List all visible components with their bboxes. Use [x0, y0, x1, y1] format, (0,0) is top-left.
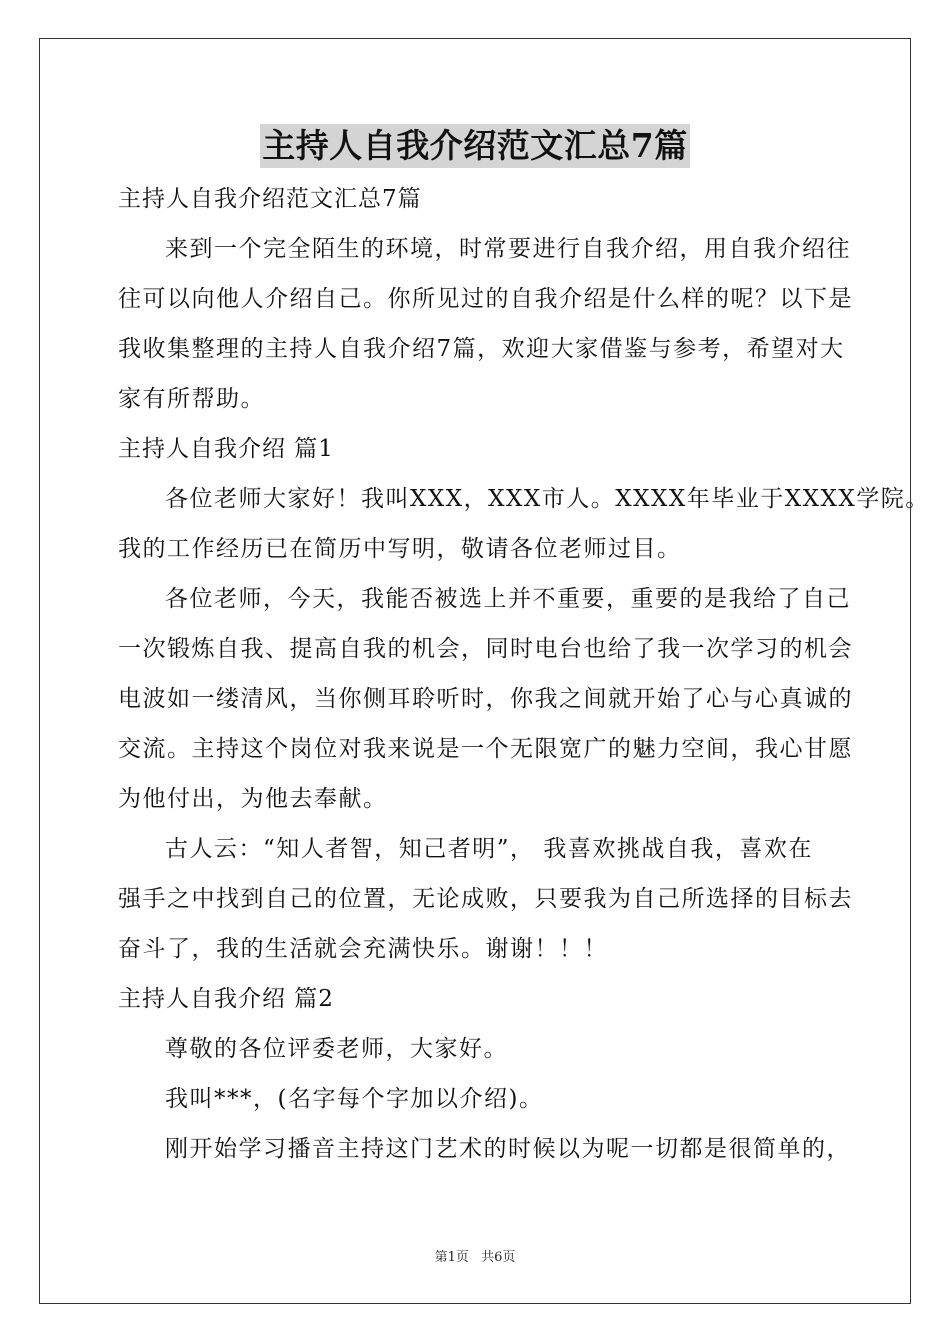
- section1-p2-line: 交流。主持这个岗位对我来说是一个无限宽广的魅力空间，我心甘愿: [118, 736, 853, 762]
- page-number: 第1页: [434, 1250, 469, 1265]
- section1-p3-line: 强手之中找到自己的位置，无论成败，只要我为自己所选择的目标去: [118, 886, 853, 912]
- page-border: [39, 38, 930, 1304]
- section1-p1-line: 我的工作经历已在简历中写明，敬请各位老师过目。: [118, 536, 682, 562]
- section1-p2-line: 各位老师，今天，我能否被选上并不重要，重要的是我给了自己: [165, 586, 851, 612]
- section1-p1-line: 各位老师大家好！我叫XXX，XXX市人。XXXX年毕业于XXXX学院。: [165, 486, 930, 512]
- page-footer: [0, 1250, 950, 1266]
- intro-line: 家有所帮助。: [118, 386, 265, 412]
- document-subtitle: 主持人自我介绍范文汇总7篇: [118, 186, 422, 212]
- section2-p1: 尊敬的各位评委老师，大家好。: [165, 1036, 508, 1062]
- section2-p3: 刚开始学习播音主持这门艺术的时候以为呢一切都是很简单的，: [165, 1136, 851, 1162]
- section1-heading: 主持人自我介绍 篇1: [118, 436, 334, 462]
- section1-p2-line: 电波如一缕清风，当你侧耳聆听时，你我之间就开始了心与心真诚的: [118, 686, 853, 712]
- section1-p2-line: 一次锻炼自我、提高自我的机会，同时电台也给了我一次学习的机会: [118, 636, 853, 662]
- title-block: [0, 124, 950, 168]
- section1-p2-line: 为他付出，为他去奉献。: [118, 786, 388, 812]
- intro-line: 来到一个完全陌生的环境，时常要进行自我介绍，用自我介绍往: [165, 236, 851, 262]
- intro-line: 我收集整理的主持人自我介绍7篇，欢迎大家借鉴与参考，希望对大: [118, 336, 845, 362]
- total-pages: 共6页: [481, 1250, 516, 1265]
- section1-p3-line: 古人云：“知人者智，知己者明”， 我喜欢挑战自我，喜欢在: [165, 836, 813, 862]
- section2-heading: 主持人自我介绍 篇2: [118, 986, 334, 1012]
- document-title: 主持人自我介绍范文汇总7篇: [260, 124, 689, 168]
- intro-line: 往可以向他人介绍自己。你所见过的自我介绍是什么样的呢？以下是: [118, 286, 853, 312]
- section1-p3-line: 奋斗了，我的生活就会充满快乐。谢谢！！！: [118, 936, 608, 962]
- section2-p2: 我叫***，(名字每个字加以介绍)。: [165, 1086, 544, 1112]
